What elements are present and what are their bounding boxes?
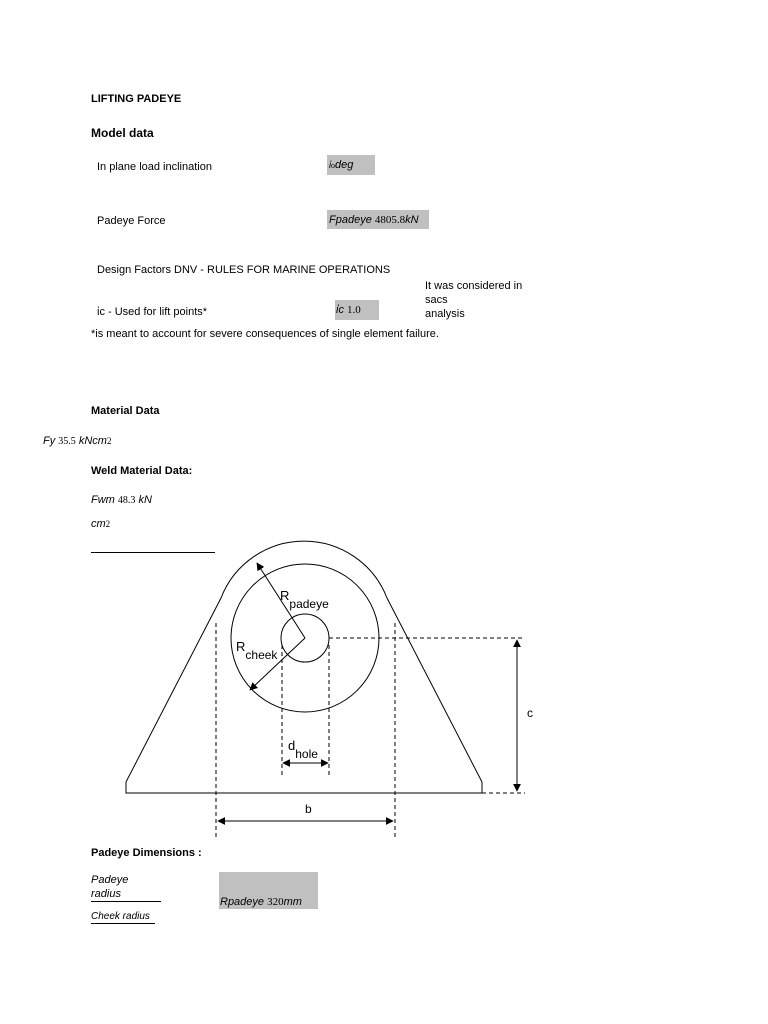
fwm-unit: kN [138,494,152,506]
gamma-symbol: ἰc [336,304,344,316]
document-title: LIFTING PADEYE [91,93,182,105]
design-factors-label: Design Factors DNV - RULES FOR MARINE OPERATIONS [97,264,391,276]
fwm-value: 48.3 [117,495,136,506]
inclination-sub: o [331,160,335,170]
c-label: c [527,706,533,720]
fwm-line [91,494,152,506]
cm-unit: cm [91,518,106,530]
r-cheek-arrow [250,638,305,690]
note-line-3: analysis [425,308,465,320]
rpadeye-unit: mm [283,896,302,908]
fy-value: 35.5 [58,436,76,447]
b-label: b [305,802,312,816]
cm-exp: 2 [105,519,111,529]
gamma-value-box [335,300,379,320]
r-cheek-label: Rcheek [236,639,278,662]
fy-exp: 2 [106,436,112,446]
force-label: Padeye Force [97,215,166,227]
rpadeye-value: 320 [267,896,284,908]
padeye-radius-line2: radius [91,888,161,902]
inclination-symbol: ἰ [329,160,331,170]
force-unit: kN [405,213,419,226]
cheek-radius-label: Cheek radius [91,911,155,924]
dimensions-heading: Padeye Dimensions : [91,847,202,859]
gamma-value: 1.0 [347,304,361,316]
force-value-box [327,210,429,229]
inclination-unit: deg [335,159,354,171]
gamma-label: ἰc - Used for lift points* [97,306,208,318]
fy-symbol: Fy [43,435,56,447]
fy-line [43,435,111,447]
d-hole-label: dhole [288,738,318,761]
fwm-symbol: Fwm [91,494,115,506]
inclination-label: In plane load inclination [97,161,212,173]
padeye-diagram [0,540,768,840]
fy-unit: kNcm [78,435,107,447]
rpadeye-symbol: Rpadeye [220,896,265,908]
weld-data-heading: Weld Material Data: [91,465,193,477]
r-padeye-label: Rpadeye [280,588,329,611]
material-data-heading: Material Data [91,405,160,417]
note-line-1: It was considered in [425,280,523,292]
model-data-heading: Model data [91,126,154,140]
padeye-radius-line1: Padeye [91,874,129,886]
footnote: *is meant to account for severe consequences of single element failure. [91,328,439,340]
cm2-line [91,518,110,530]
force-symbol: Fpadeye [329,213,372,226]
rpadeye-value-box [219,872,318,909]
note-line-2: sacs [425,294,448,306]
force-value: 4805.8 [374,213,406,226]
inclination-value-box [327,155,375,175]
